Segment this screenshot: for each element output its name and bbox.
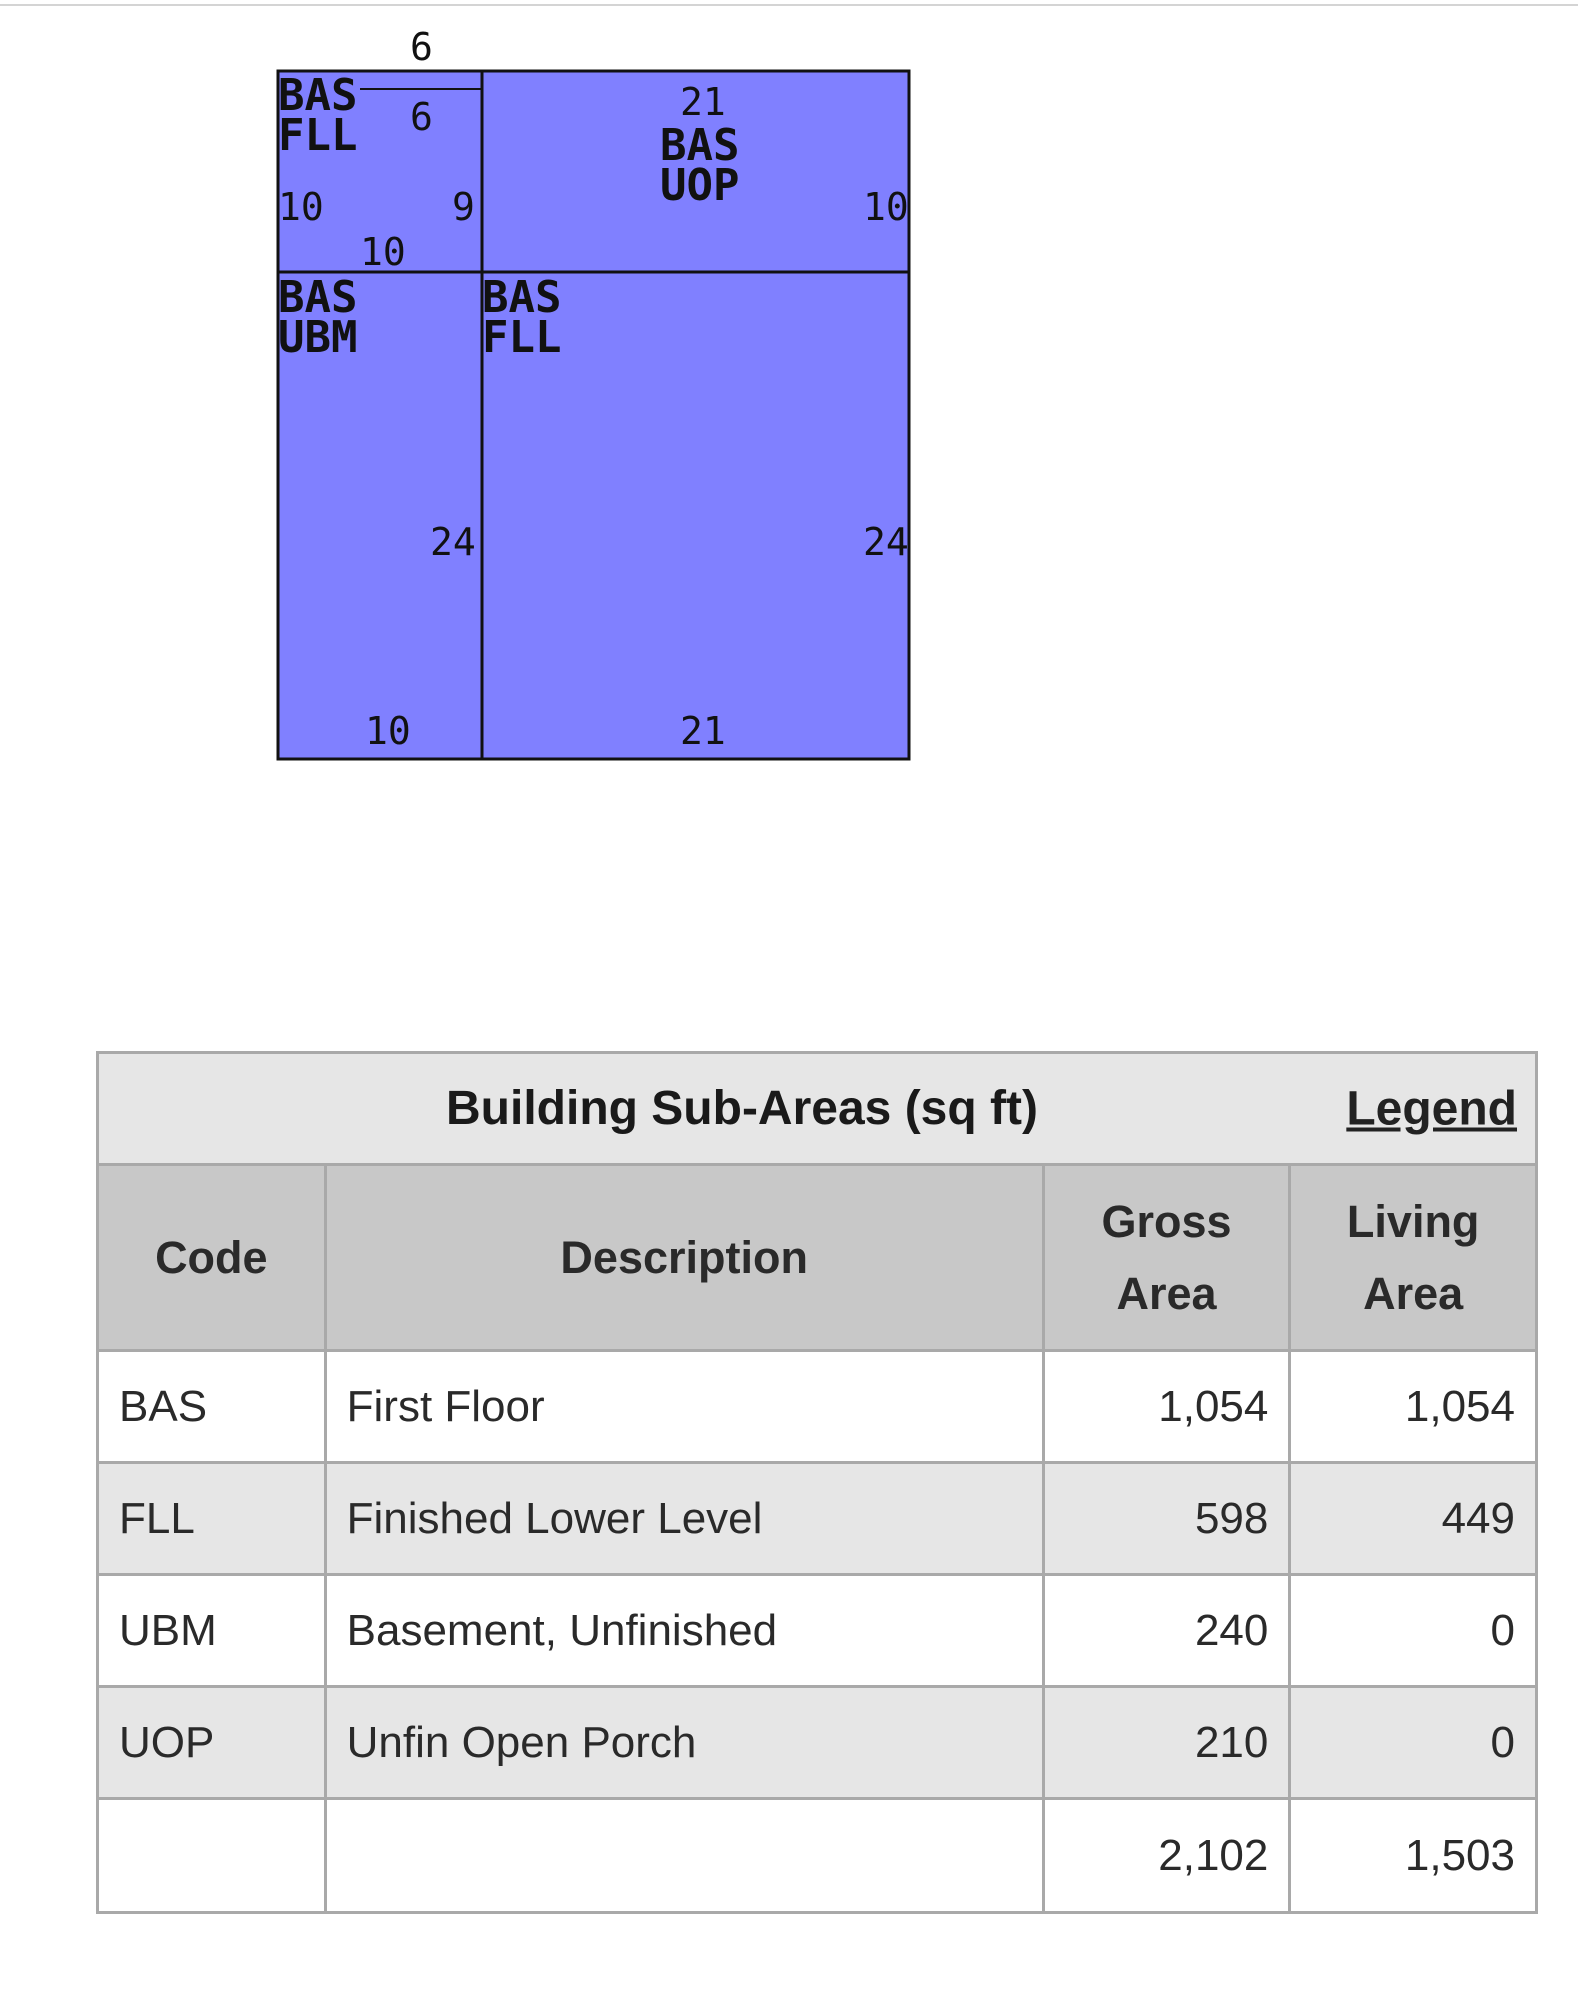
- table-row: [98, 1351, 1537, 1463]
- sketch-dimension: 6: [410, 25, 433, 69]
- cell-living-area: 0: [1290, 1575, 1537, 1687]
- sketch-label: BAS: [278, 70, 358, 121]
- cell-gross-area: 240: [1043, 1575, 1290, 1687]
- total-code-empty: [98, 1799, 326, 1913]
- legend-link[interactable]: Legend: [1346, 1082, 1517, 1135]
- sketch-label: BAS: [660, 120, 740, 171]
- sketch-dimension: 10: [278, 185, 324, 229]
- header-gross-line-1: Gross: [1101, 1195, 1232, 1247]
- cell-code: BAS: [98, 1351, 326, 1463]
- header-code: Code: [98, 1165, 326, 1351]
- cell-code: UBM: [98, 1575, 326, 1687]
- table-row: [98, 1575, 1537, 1687]
- sketch-label: BAS: [482, 272, 562, 323]
- sketch-svg: [260, 20, 920, 780]
- sketch-label: FLL: [278, 110, 358, 161]
- table-title-row: [98, 1053, 1537, 1165]
- table-total-row: [98, 1799, 1537, 1913]
- table-title: Building Sub-Areas (sq ft): [446, 1082, 1038, 1135]
- header-living-line-1: Living: [1346, 1195, 1480, 1247]
- cell-code: UOP: [98, 1687, 326, 1799]
- cell-living-area: 449: [1290, 1463, 1537, 1575]
- cell-living-area: 0: [1290, 1687, 1537, 1799]
- sketch-dimension: 21: [680, 709, 726, 753]
- cell-code: FLL: [98, 1463, 326, 1575]
- table-row: [98, 1687, 1537, 1799]
- sketch-dimension: 10: [365, 709, 411, 753]
- cell-description: First Floor: [325, 1351, 1043, 1463]
- cell-gross-area: 1,054: [1043, 1351, 1290, 1463]
- table-title-cell: [98, 1053, 1537, 1165]
- cell-gross-area: 598: [1043, 1463, 1290, 1575]
- header-living-line-2: Area: [1363, 1267, 1464, 1319]
- building-sketch: [260, 20, 920, 780]
- table-header-row: [98, 1165, 1537, 1351]
- sketch-label: UOP: [660, 160, 740, 211]
- sketch-dimension: 6: [410, 95, 433, 139]
- sketch-label: FLL: [482, 312, 562, 363]
- cell-description: Finished Lower Level: [325, 1463, 1043, 1575]
- sketch-dimension: 10: [863, 185, 909, 229]
- cell-description: Unfin Open Porch: [325, 1687, 1043, 1799]
- sketch-label: BAS: [278, 272, 358, 323]
- table-row: [98, 1463, 1537, 1575]
- header-gross-line-2: Area: [1116, 1267, 1217, 1319]
- header-gross-area: [1043, 1165, 1290, 1351]
- cell-living-area: 1,054: [1290, 1351, 1537, 1463]
- header-description: Description: [325, 1165, 1043, 1351]
- sketch-dimension: 9: [452, 185, 475, 229]
- header-living-area: [1290, 1165, 1537, 1351]
- total-gross-area: 2,102: [1043, 1799, 1290, 1913]
- sketch-dimension: 21: [680, 80, 726, 124]
- top-divider: [0, 0, 1578, 6]
- total-living-area: 1,503: [1290, 1799, 1537, 1913]
- building-subareas-table: [96, 1051, 1538, 1914]
- sketch-dimension: 24: [863, 520, 909, 564]
- sketch-dimension: 24: [430, 520, 476, 564]
- cell-gross-area: 210: [1043, 1687, 1290, 1799]
- cell-description: Basement, Unfinished: [325, 1575, 1043, 1687]
- sketch-label: UBM: [278, 312, 358, 363]
- sketch-dimension: 10: [360, 230, 406, 274]
- total-description-empty: [325, 1799, 1043, 1913]
